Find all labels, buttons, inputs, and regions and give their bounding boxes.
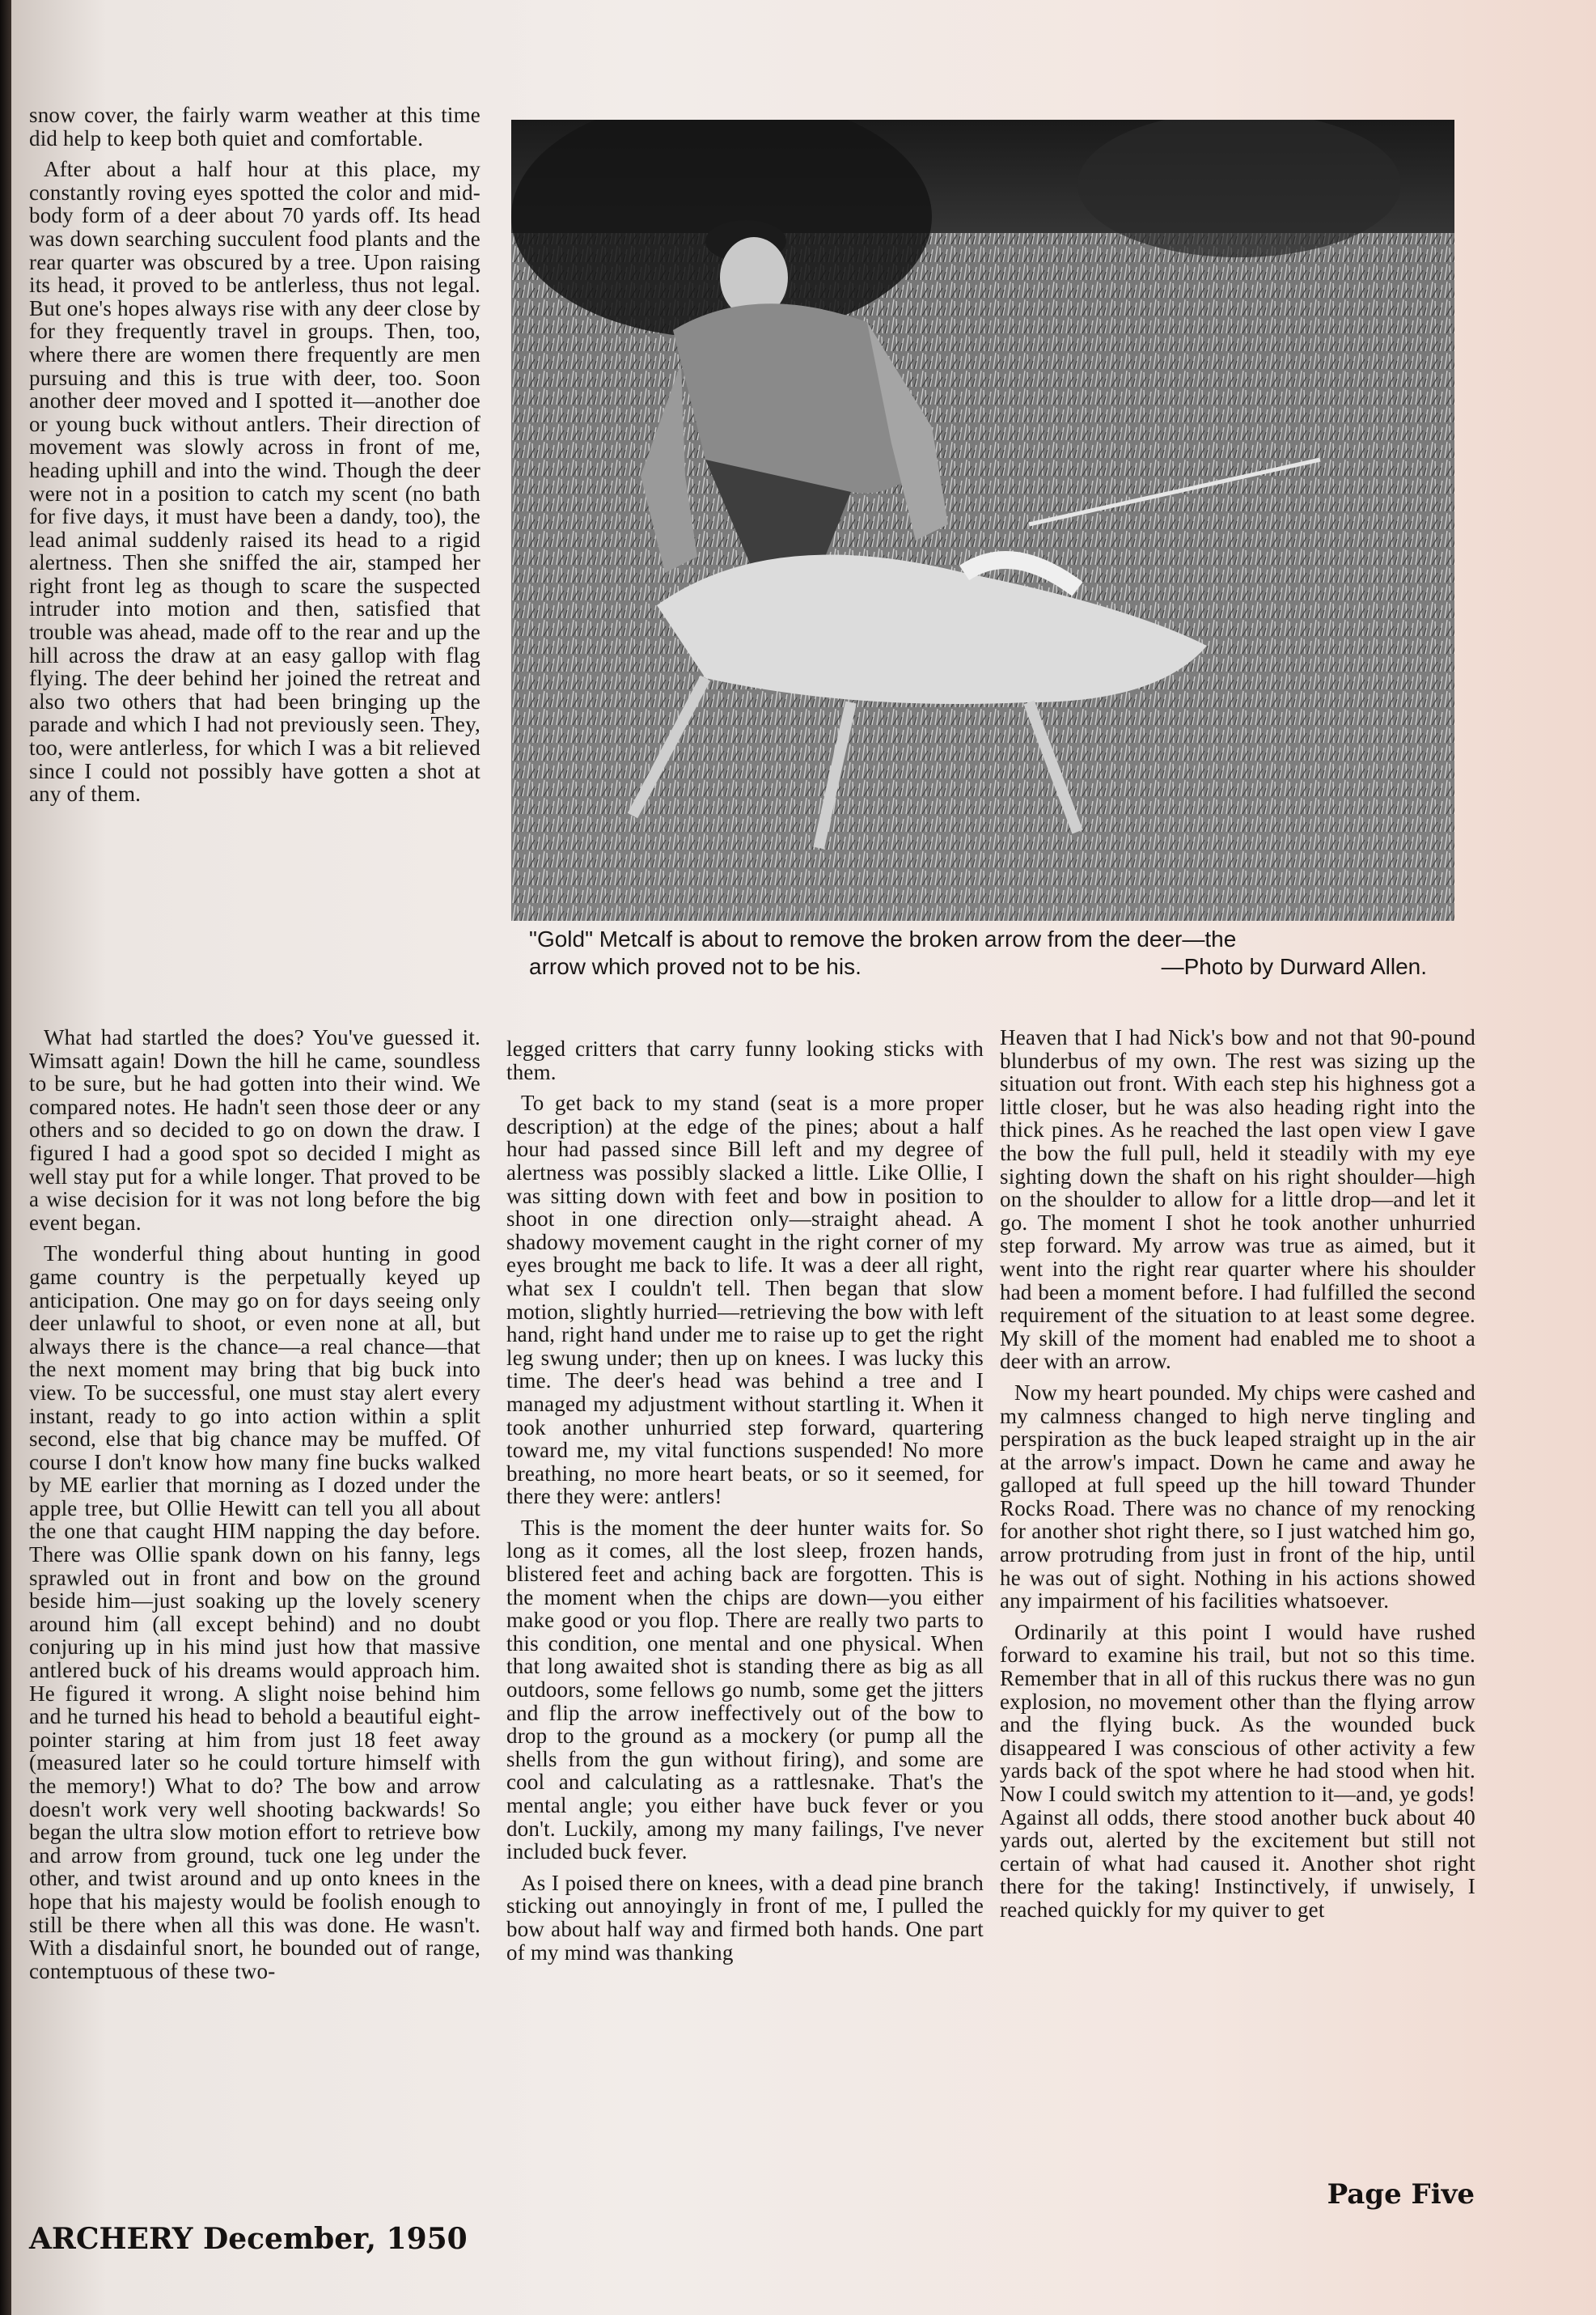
paragraph: After about a half hour at this place, my constantly roving eyes spotted the color and mid-body form of a deer about 70 yards off. Its head was down searching succulent food plants and the rear quarter was obscured by a tree. Upon raising its head, it proved to be antlerless, thus not legal. But one's hopes always rise with any deer close by for they frequently travel in groups. Then, too, where there are women there frequently are men pursuing and this is true with deer, too. Soon another deer moved and I spotted it—another doe or young buck without antlers. Their direction of movement was slowly across in front of me, heading uphill and into the wind. Though the deer were not in a position to catch my scent (no bath for five days, it must have been a dandy, too), the lead animal suddenly raised its head to a rigid alertness. Then she sniffed the air, stamped her right front leg as though to scare the suspected intruder into motion and then, satisfied that trouble was ahead, made off to the rear and up the hill across the draw at an easy gallop with flag flying. The deer behind her joined the retreat and also two others that had been bringing up the parade and which I had not previously seen. They, too, were antlerless, for which I was a bit relieved since I could not possibly have gotten a shot at any of them.	[29, 157, 480, 807]
column-3	[1000, 1026, 1475, 1930]
photo-illustration	[511, 120, 1454, 921]
magazine-page	[11, 0, 1596, 2315]
paragraph: Ordinarily at this point I would have rushed forward to examine his trail, but not so this time. Remember that in all of this ruckus there was no gun explosion, no movement other than the flying arrow and the flying buck. As the wounded buck disappeared I was conscious of other activity a few yards back of the spot where he had stood when hit. Now I could switch my attention to it—and, ye gods! Against all odds, there stood another buck about 40 yards out, alerted by the excitement but still not certain of what had caused it. Another shot right there for the taking! Instinctively, if unwisely, I reached quickly for my quiver to get	[1000, 1619, 1475, 1922]
photo-credit: —Photo by Durward Allen.	[1161, 954, 1427, 979]
magazine-footer: ARCHERY December, 1950	[29, 2222, 468, 2256]
paragraph: legged critters that carry funny looking sticks with them.	[506, 1037, 984, 1084]
paragraph: snow cover, the fairly warm weather at this time did help to keep both quiet and comfortable.	[29, 103, 480, 151]
paragraph: As I poised there on knees, with a dead pine branch sticking out annoyingly in front of me, I pulled the bow about half way and firmed both hands. One part of my mind was thanking	[506, 1870, 984, 1965]
page-number: Page Five	[1327, 2178, 1475, 2211]
paragraph: What had startled the does? You've guessed it. Wimsatt again! Down the hill he came, soundless to be sure, but he had gotten into their wind. We compared notes. He hadn't seen those deer or any others and so decided to go on down the draw. I figured I had a good spot so decided I might as well stay put for a while longer. That proved to be a wise decision for it was not long before the big event began.	[29, 1025, 480, 1235]
paragraph: This is the moment the deer hunter waits for. So long as it comes, all the lost sleep, frozen hands, blistered feet and aching back are forgotten. This is the moment when the chips are down—you either make good or you flop. There are really two parts to this condition, one mental and one physical. When that long awaited shot is standing there as big as all outdoors, some fellows go numb, some get the jitters and flip the arrow ineffectively out of the bow to drop to the ground as a mockery (or pump all the shells from the gun without firing), and some are cool and calculating as a rattlesnake. That's the mental angle; you either have buck fever or you don't. Luckily, among my many failings, I've never included buck fever.	[506, 1515, 984, 1864]
book-spine-shadow	[0, 0, 11, 2315]
column-2	[506, 1037, 984, 1972]
paragraph: Now my heart pounded. My chips were cashed and my calmness changed to high nerve tingling and perspiration as the buck leaped straight up in the air at the arrow's impact. Down he came and away he galloped at full speed up the hill toward Thunder Rocks Road. There was no chance of my renocking for another shot right there, so I just watched him go, arrow protruding from just in front of the hip, until he was out of sight. Nothing in his actions showed any impairment of his facilities whatsoever.	[1000, 1380, 1475, 1613]
paragraph: To get back to my stand (seat is a more proper description) at the edge of the pines; about a half hour had passed since Bill left and my degree of alertness was possibly slacked a little. Like Ollie, I was sitting down with feet and bow in position to shoot in one direction only—straight ahead. A shadowy movement caught in the right corner of my eyes brought me back to life. It was a deer all right, what sex I couldn't tell. Then began that slow motion, slightly hurried—retrieving the bow with left hand, right hand under me to raise up to get the right leg swung under; then up on knees. I was lucky this time. The deer's head was behind a tree and I managed my adjustment without startling it. When it took another unhurried step forward, quartering toward me, my vital functions suspended! No more breathing, no more heart beats, or so it seemed, for there they were: antlers!	[506, 1091, 984, 1509]
photo-caption	[529, 926, 1435, 981]
caption-line-2: arrow which proved not to be his.	[529, 954, 862, 979]
paragraph: The wonderful thing about hunting in good game country is the perpetually keyed up anticipation. One may go on for days seeing only deer unlawful to shoot, or even none at all, but always there is the chance—a real chance—that the next moment may bring that big buck into view. To be successful, one must stay alert every instant, ready to go into action within a split second, else that big chance may be muffed. Of course I don't know how many fine bucks walked by ME earlier that morning as I dozed under the apple tree, but Ollie Hewitt can tell you all about the one that caught HIM napping the day before. There was Ollie spank down on his fanny, legs sprawled out in front and bow on the ground beside him—just soaking up the lovely scenery around him (all except behind) and no doubt conjuring up in his mind just how that massive antlered buck of his dreams would approach him. He figured it wrong. A slight noise behind him and he turned his head to behold a beautiful eight-pointer staring at him from just 18 feet away (measured later so he could torture himself with the memory!) What to do? The bow and arrow doesn't work very well shooting backwards! So began the ultra slow motion effort to retrieve bow and arrow from ground, tuck one leg under the other, and twist around and up onto knees in the hope that his majesty would be foolish enough to still be there when all this was done. He wasn't. With a disdainful snort, he bounded out of range, contemptuous of these two-	[29, 1241, 480, 1983]
caption-line-1: "Gold" Metcalf is about to remove the broken arrow from the deer—the	[529, 926, 1237, 952]
hunter-deer-photo	[511, 120, 1454, 921]
column-1-top	[29, 104, 480, 814]
column-1-bottom	[29, 1026, 480, 1991]
paragraph: Heaven that I had Nick's bow and not that 90-pound blunderbus of my own. The rest was sizing up the situation out front. With each step his highness got a little closer, but he was also heading right into the thick pines. As he reached the last open view I gave the bow the full pull, held it steadily with my eye sighting down the shaft on his right shoulder—high on the shoulder to allow for a little drop—and let it go. The moment I shot he took another unhurried step forward. My arrow was true as aimed, but it went into the right rear quarter where his shoulder had been a moment before. I had fulfilled the second requirement of the situation to at least some degree. My skill of the moment had enabled me to shoot a deer with an arrow.	[1000, 1025, 1475, 1374]
